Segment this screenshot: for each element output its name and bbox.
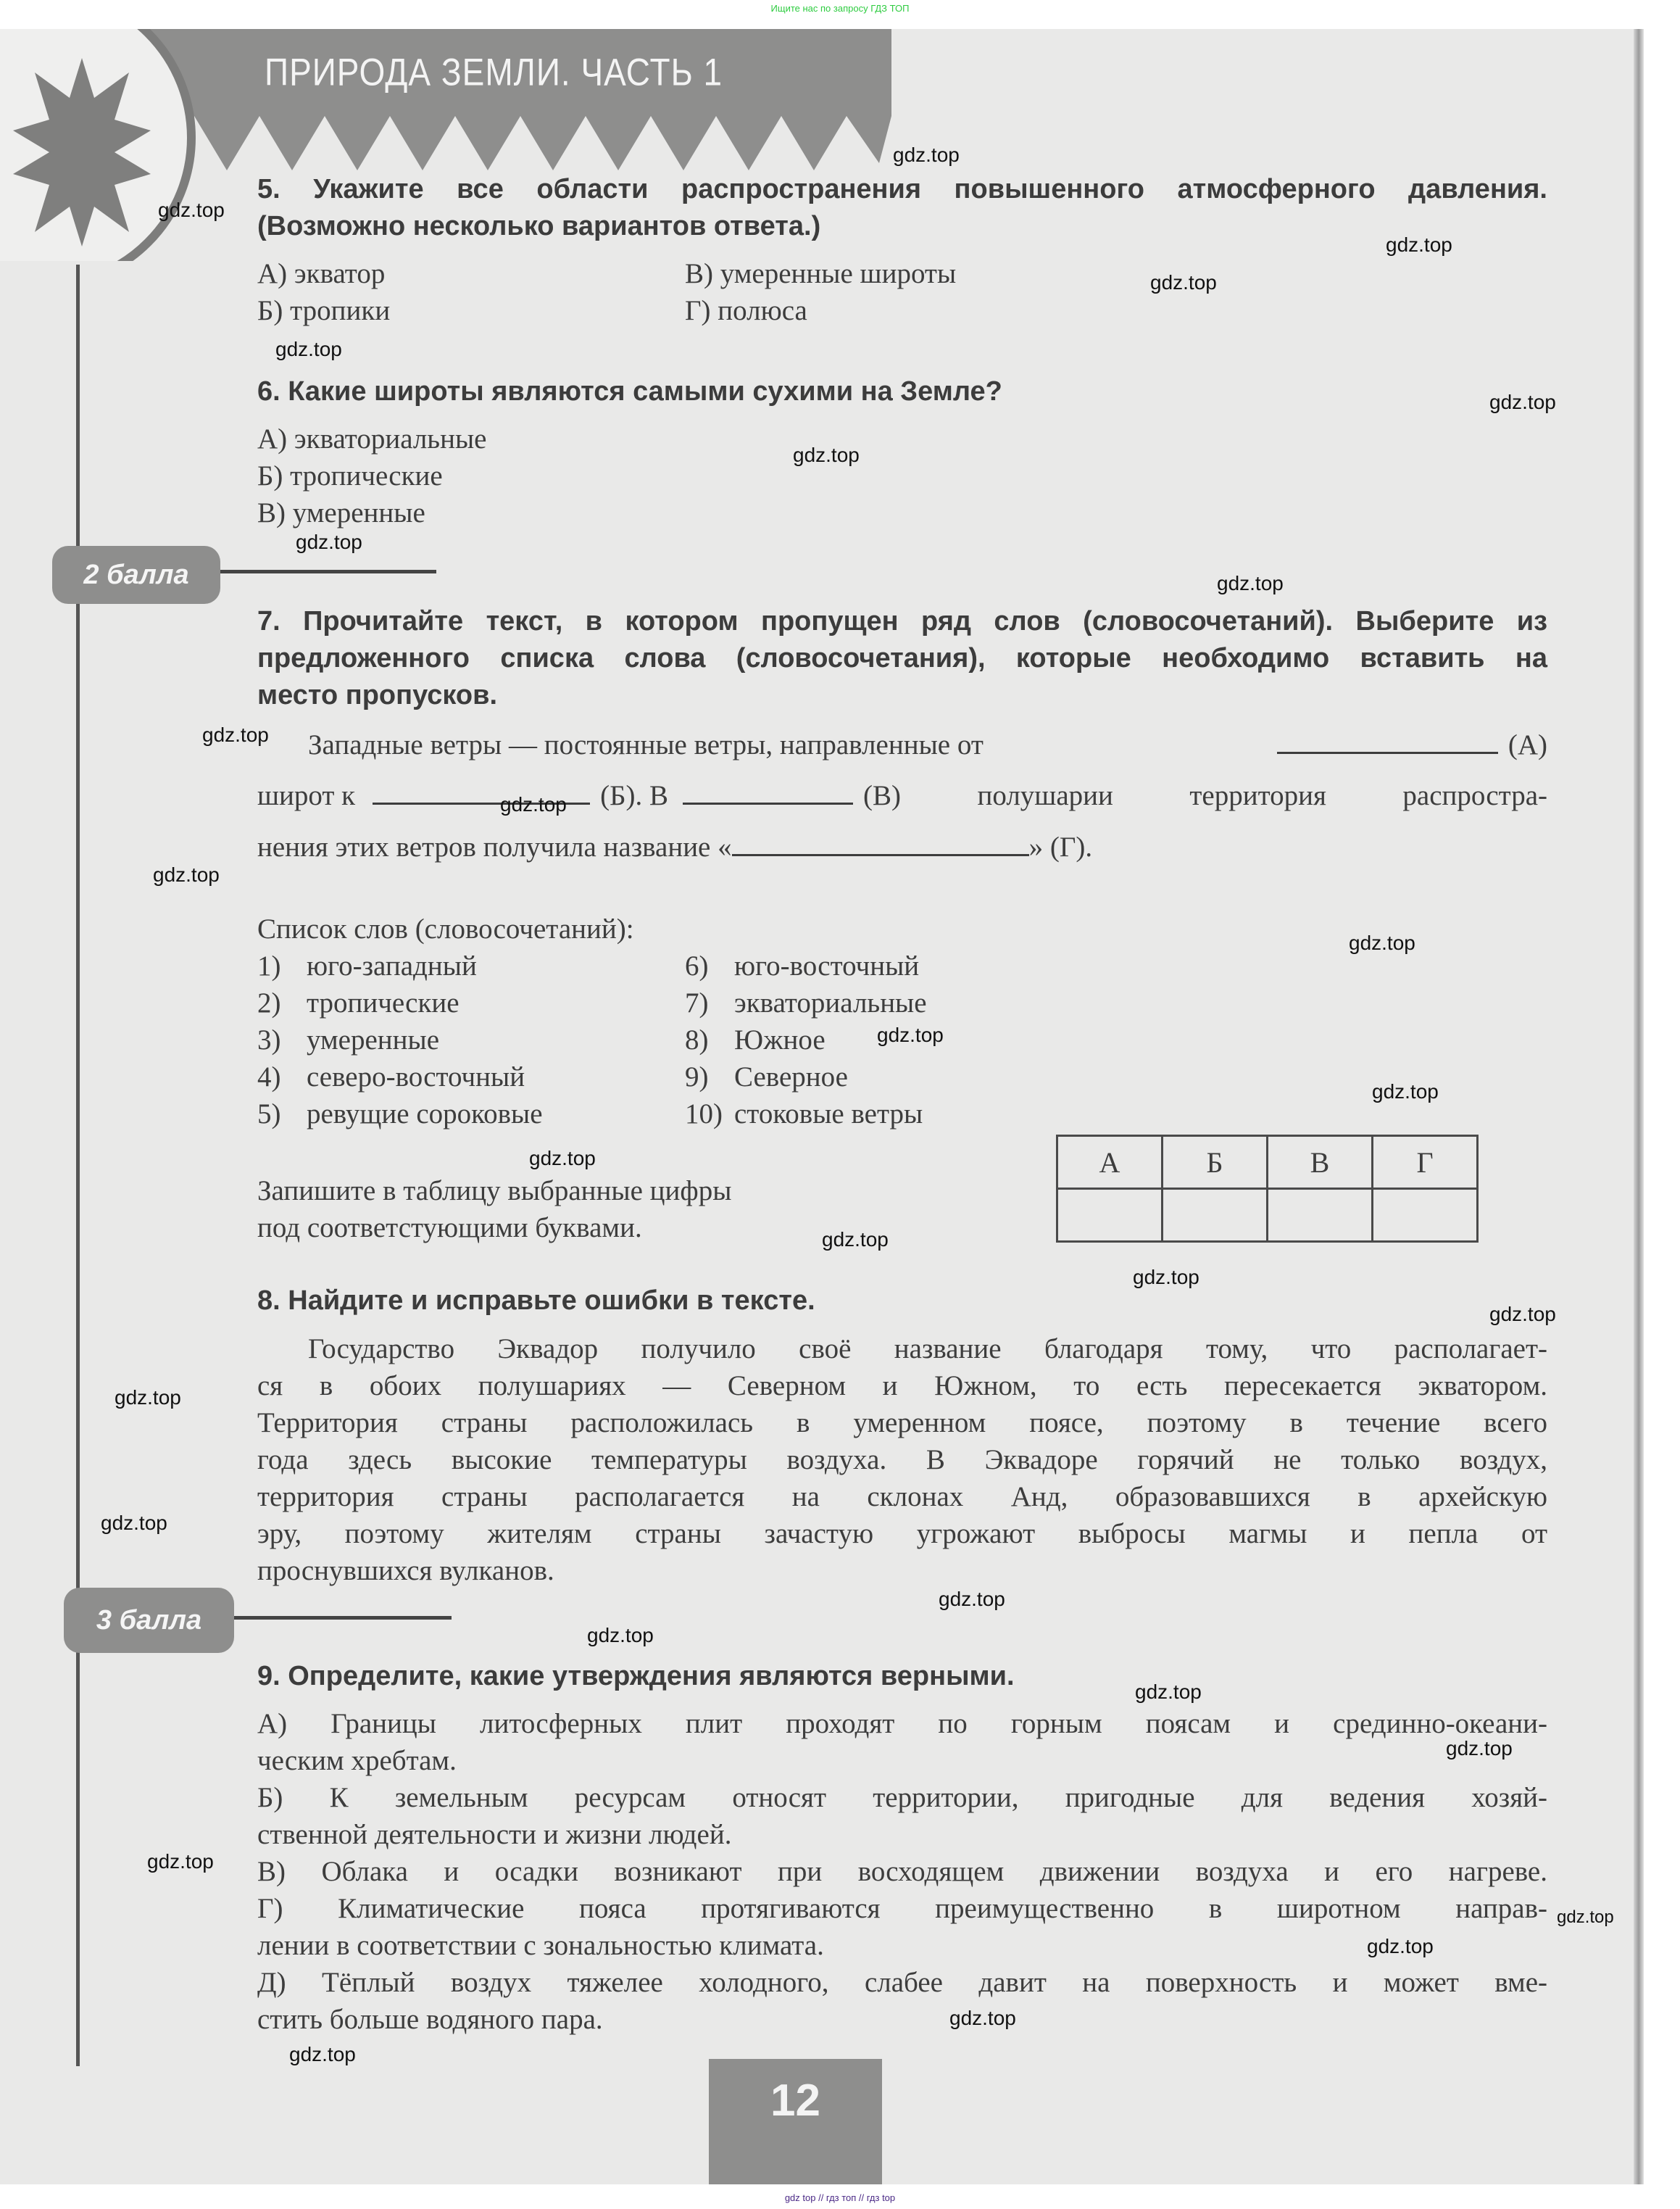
word-item-7: 7) экваториальные [685, 987, 927, 1019]
watermark: gdz.top [1489, 1303, 1556, 1325]
q7-title-line1: 7. Прочитайте текст, в котором пропущен ряд слов (словосочетаний). Выберите из [257, 606, 1547, 637]
q7-text: Западные ветры — постоянные ветры, направленные от [308, 729, 984, 760]
word-item-1: 1) юго-западный [257, 950, 477, 982]
q5-title-line2: (Возможно несколько вариантов ответа.) [257, 211, 821, 241]
answer-header-a: А [1057, 1136, 1163, 1189]
answer-cell-v[interactable] [1268, 1189, 1373, 1242]
word-item-3: 3) умеренные [257, 1024, 440, 1056]
answer-table [1056, 1135, 1479, 1243]
score-badge-2: 2 балла [52, 546, 220, 604]
watermark: gdz.top [101, 1512, 167, 1534]
answer-table-header-row [1057, 1136, 1478, 1189]
answer-table-input-row [1057, 1189, 1478, 1242]
q9-line: лении в соответствии с зональностью климата. [257, 1930, 824, 1961]
q8-line: года здесь высокие температуры воздуха. В Эквадоре горячий не только воздух, [257, 1444, 1547, 1475]
q7-title-line3: место пропусков. [257, 680, 498, 710]
watermark: gdz.top [939, 1588, 1005, 1610]
watermark: gdz.top [822, 1228, 889, 1251]
q8-line: территория страны располагается на склонах Анд, образовавшихся в архейскую [257, 1481, 1547, 1512]
q7-title-line2: предложенного списка слова (словосочетания), которые необходимо вставить на [257, 643, 1547, 674]
q5-option-a[interactable]: А) экватор [257, 258, 386, 289]
q9-line: ственной деятельности и жизни людей. [257, 1819, 732, 1850]
q9-title: 9. Определите, какие утверждения являются верными. [257, 1661, 1015, 1691]
score-badge-3: 3 балла [64, 1588, 234, 1653]
top-search-notice: Ищите нас по запросу ГДЗ ТОП [770, 3, 910, 14]
watermark: gdz.top [1557, 1907, 1614, 1927]
table-instruction-line2: под соответстующими буквами. [257, 1212, 642, 1243]
watermark: gdz.top [1372, 1080, 1439, 1103]
answer-cell-a[interactable] [1057, 1189, 1163, 1242]
watermark: gdz.top [893, 144, 960, 166]
watermark: gdz.top [1150, 271, 1217, 294]
q9-line: ческим хребтам. [257, 1745, 457, 1776]
answer-cell-b[interactable] [1163, 1189, 1268, 1242]
watermark: gdz.top [500, 793, 567, 816]
answer-header-g: Г [1373, 1136, 1478, 1189]
q8-line: Государство Эквадор получило своё название благодаря тому, что располагает- [308, 1333, 1547, 1364]
q9-line: Б) К земельным ресурсам относят территории, пригодные для ведения хозяй- [257, 1782, 1547, 1813]
watermark: gdz.top [1349, 932, 1415, 954]
page-title: ПРИРОДА ЗЕМЛИ. ЧАСТЬ 1 [265, 50, 723, 94]
q5-option-g[interactable]: Г) полюса [685, 295, 807, 326]
page-binding-edge [1634, 29, 1644, 2184]
q6-title: 6. Какие широты являются самыми сухими на Земле? [257, 376, 1002, 407]
q6-option-v[interactable]: В) умеренные [257, 497, 425, 529]
header-emblem [0, 29, 217, 261]
q8-line: проснувшихся вулканов. [257, 1555, 554, 1586]
watermark: gdz.top [289, 2043, 356, 2065]
watermark: gdz.top [1386, 233, 1452, 256]
q8-line: Территория страны расположилась в умеренном поясе, поэтому в течение всего [257, 1407, 1547, 1438]
q9-line: стить больше водяного пара. [257, 2004, 603, 2035]
q8-paragraph [257, 1330, 1547, 1589]
blank-a[interactable] [1277, 730, 1498, 754]
q5-option-b[interactable]: Б) тропики [257, 295, 391, 326]
word-list-header: Список слов (словосочетаний): [257, 913, 634, 945]
q5-title-line1: 5. Укажите все области распространения повышенного атмосферного давления. [257, 174, 1547, 204]
word-item-6: 6) юго-восточный [685, 950, 920, 982]
q9-line: В) Облака и осадки возникают при восходящем движении воздуха и его нагреве. [257, 1856, 1547, 1887]
q7-text-line1: Западные ветры — постоянные ветры, направленные от (А) [308, 726, 1547, 763]
watermark: gdz.top [1367, 1935, 1434, 1957]
margin-rule [76, 265, 80, 2066]
watermark: gdz.top [877, 1024, 944, 1046]
watermark: gdz.top [587, 1624, 654, 1646]
word-item-4: 4) северо-восточный [257, 1061, 525, 1093]
q8-title: 8. Найдите и исправьте ошибки в тексте. [257, 1285, 815, 1316]
table-instruction-line1: Запишите в таблицу выбранные цифры [257, 1175, 732, 1206]
word-item-5: 5) ревущие сороковые [257, 1098, 543, 1130]
watermark: gdz.top [1489, 391, 1556, 413]
answer-header-b: Б [1163, 1136, 1268, 1189]
watermark: gdz.top [147, 1850, 214, 1873]
q9-statements [257, 1705, 1547, 2038]
word-item-9: 9) Северное [685, 1061, 848, 1093]
bottom-site-notice: gdz top // гдз топ // гдз top [784, 2192, 896, 2203]
answer-header-v: В [1268, 1136, 1373, 1189]
q6-option-a[interactable]: А) экваториальные [257, 423, 487, 455]
q6-option-b[interactable]: Б) тропические [257, 460, 443, 492]
watermark: gdz.top [1135, 1680, 1202, 1703]
word-item-2: 2) тропические [257, 987, 459, 1019]
q5-option-v[interactable]: В) умеренные широты [685, 258, 957, 289]
star-icon [13, 58, 151, 246]
watermark: gdz.top [1446, 1737, 1513, 1760]
blank-g[interactable] [732, 832, 1029, 856]
word-item-10: 10) стоковые ветры [685, 1098, 923, 1130]
q7-text-line3: нения этих ветров получила название « » (Г). [257, 832, 1093, 863]
q9-line: Г) Климатические пояса протягиваются преимущественно в широтном направ- [257, 1893, 1547, 1924]
watermark: gdz.top [1133, 1266, 1199, 1288]
q8-line: ся в обоих полушариях — Северном и Южном, то есть пересекается экватором. [257, 1370, 1547, 1401]
watermark: gdz.top [529, 1147, 596, 1169]
watermark: gdz.top [275, 338, 342, 360]
word-list-col1 [257, 948, 543, 1132]
watermark: gdz.top [153, 863, 220, 886]
watermark: gdz.top [1217, 572, 1284, 594]
watermark: gdz.top [115, 1386, 181, 1409]
blank-v[interactable] [683, 781, 853, 805]
watermark: gdz.top [296, 531, 362, 553]
answer-cell-g[interactable] [1373, 1189, 1478, 1242]
score-answer-line-2[interactable] [220, 570, 436, 573]
watermark: gdz.top [949, 2007, 1016, 2029]
page-number: 12 [770, 2076, 820, 2126]
watermark: gdz.top [202, 724, 269, 746]
q9-line: А) Границы литосферных плит проходят по горным поясам и срединно-океани- [257, 1708, 1547, 1739]
score-answer-line-3[interactable] [234, 1616, 452, 1620]
q9-line: Д) Тёплый воздух тяжелее холодного, слабее давит на поверхность и может вме- [257, 1967, 1547, 1998]
q7-text-line2: широт к (Б). В (В) полушарии территория распростра- [257, 780, 1547, 811]
watermark: gdz.top [793, 444, 860, 466]
word-item-8: 8) Южное [685, 1024, 826, 1056]
watermark: gdz.top [158, 199, 225, 221]
q8-line: эру, поэтому жителям страны зачастую угрожают выбросы магмы и пепла от [257, 1518, 1547, 1549]
